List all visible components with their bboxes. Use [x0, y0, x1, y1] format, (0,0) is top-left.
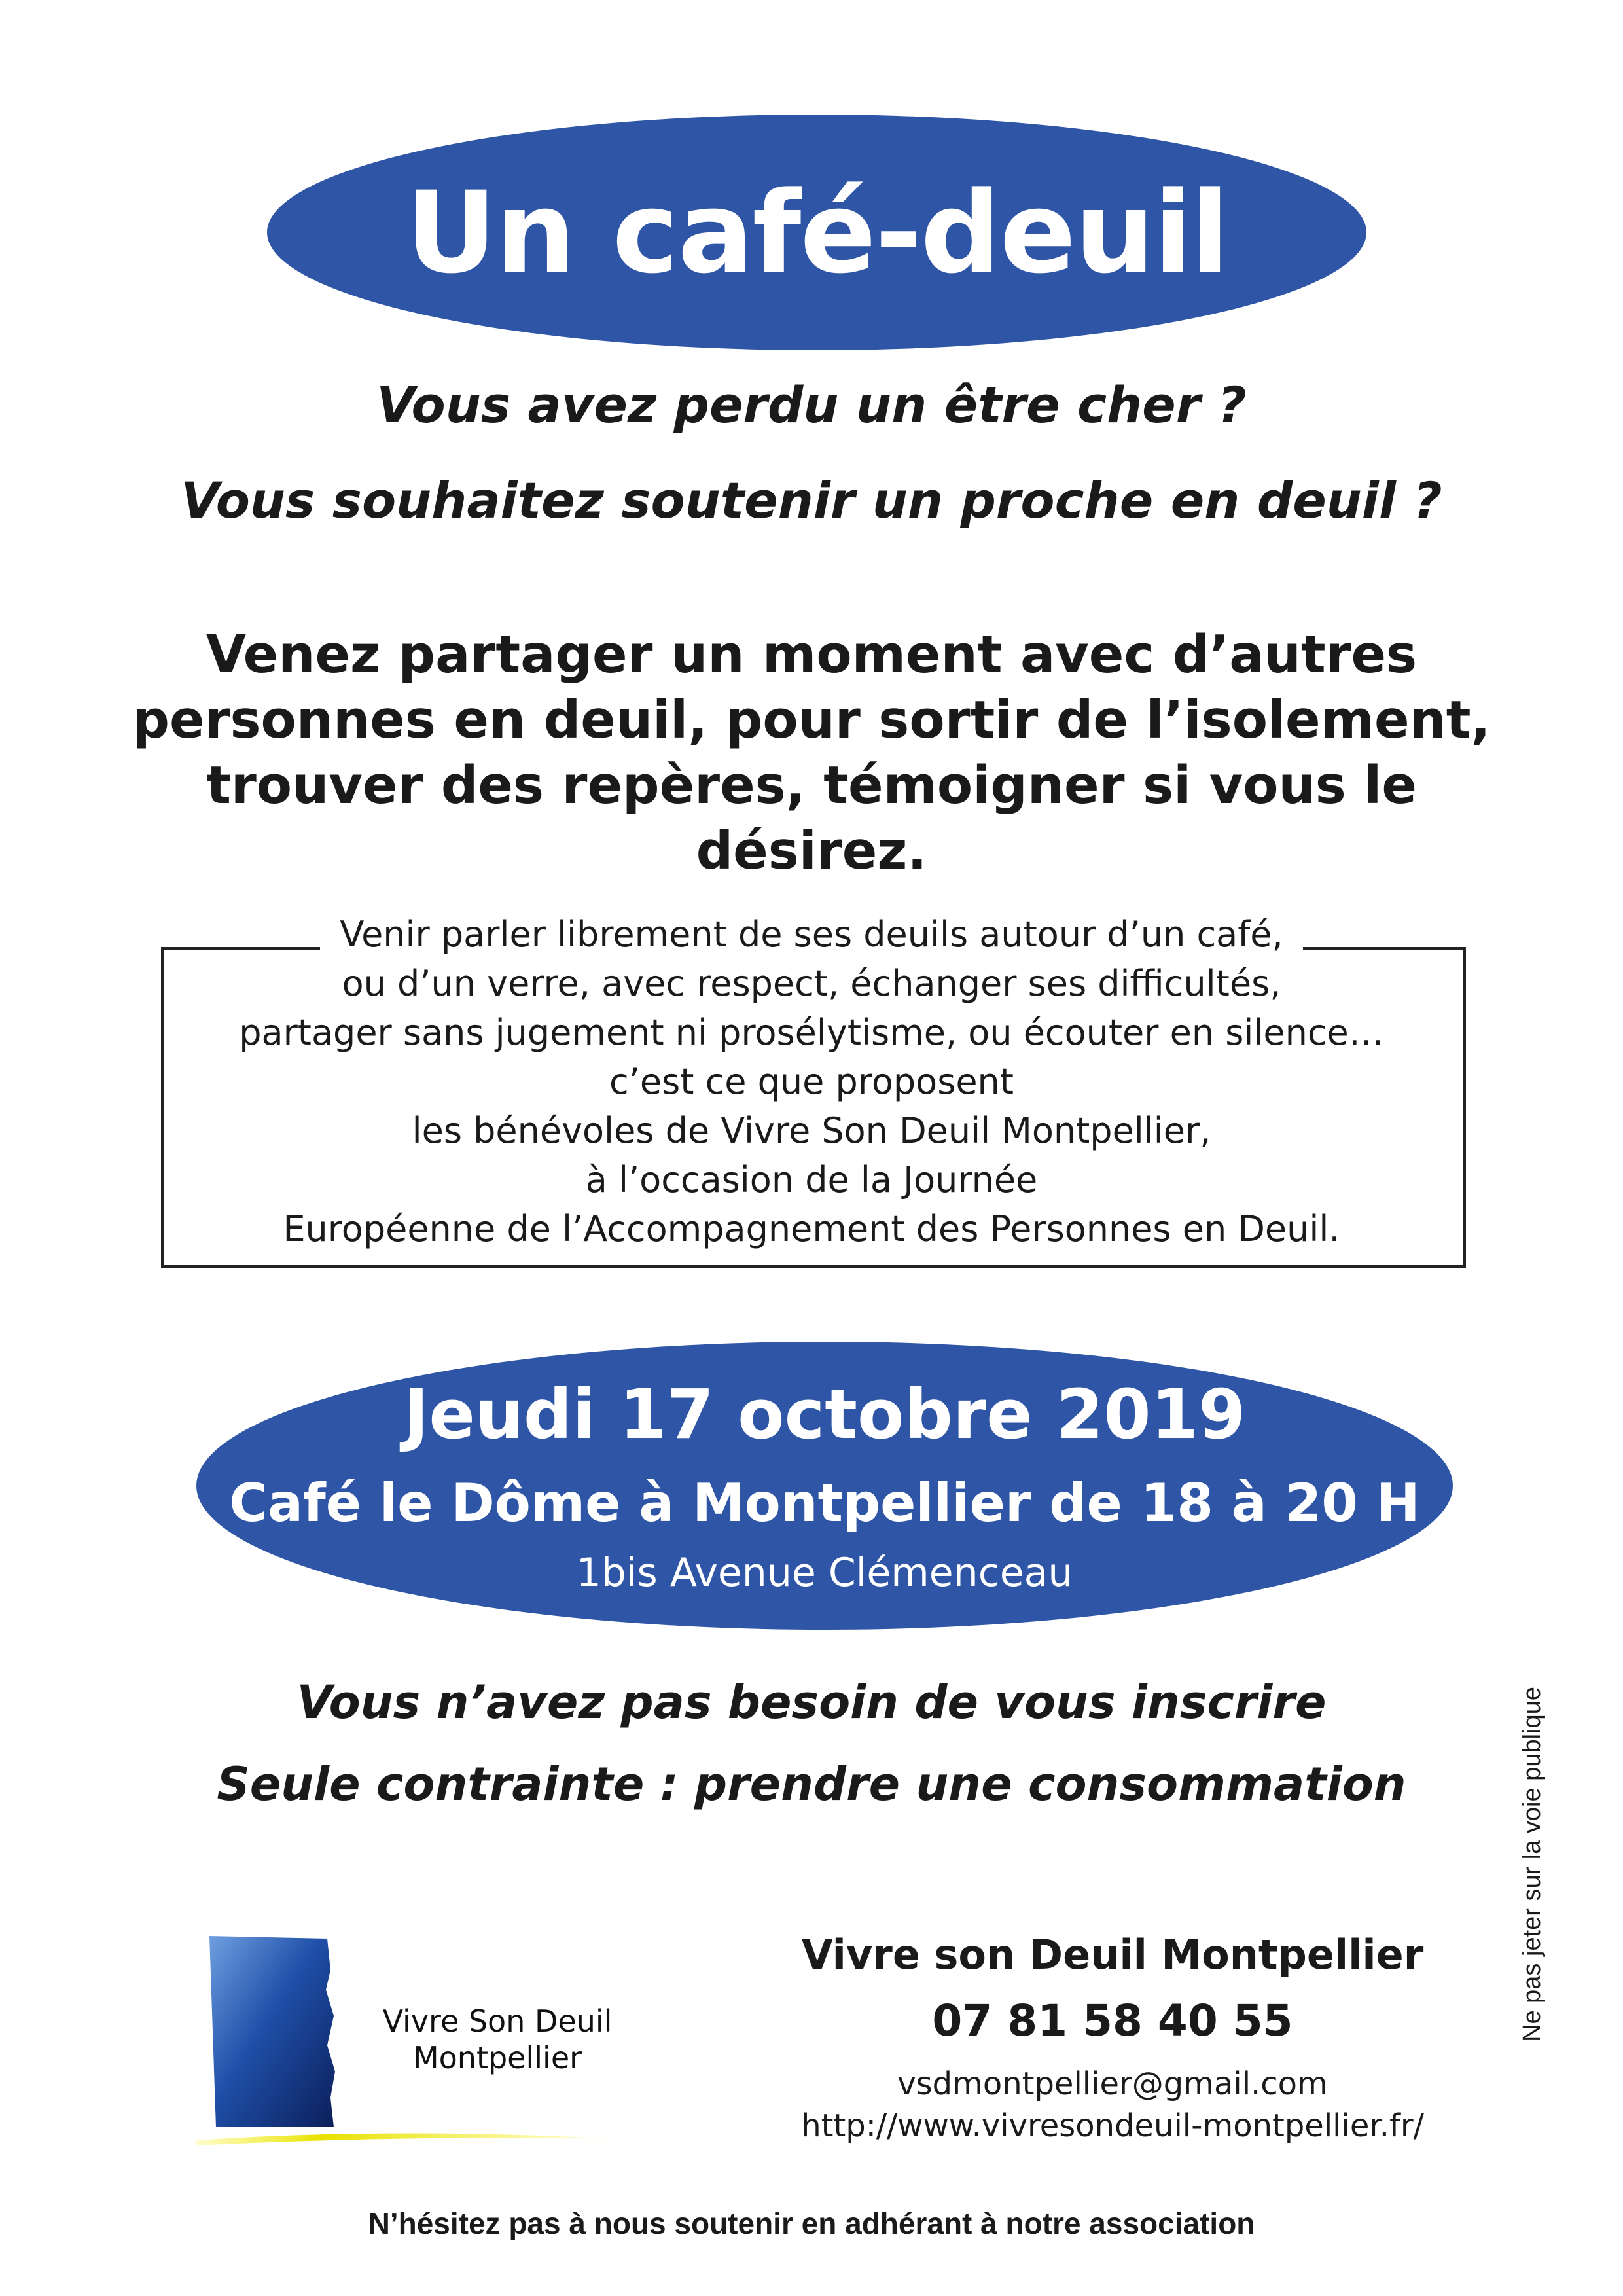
contact-block	[720, 1931, 1505, 2144]
contact-phone: 07 81 58 40 55	[932, 1996, 1293, 2046]
footer-text: N’hésitez pas à nous soutenir en adhérant à notre association	[368, 2206, 1255, 2240]
event-banner	[196, 1342, 1453, 1630]
question-2: Vous souhaitez soutenir un proche en deuil ?	[181, 471, 1442, 529]
invite-paragraph	[131, 622, 1492, 884]
contact-email[interactable]: vsdmontpellier@gmail.com	[897, 2066, 1328, 2102]
logo-line: Vivre Son Deuil	[382, 2003, 613, 2039]
page-title: Un café-deuil	[405, 166, 1228, 298]
invite-line: personnes en deuil, pour sortir de l’isolement,	[132, 690, 1491, 750]
description-text	[196, 910, 1427, 1253]
logo-line: Montpellier	[412, 2040, 582, 2075]
description-line: les bénévoles de Vivre Son Deuil Montpellier,	[412, 1110, 1211, 1151]
invite-line: trouver des repères, témoigner si vous le désirez.	[206, 755, 1417, 881]
logo-book-icon	[209, 1936, 335, 2127]
contact-website[interactable]: http://www.vivresondeuil-montpellier.fr/	[801, 2108, 1424, 2144]
description-line: à l’occasion de la Journée	[585, 1159, 1038, 1200]
event-place: Café le Dôme à Montpellier de 18 à 20 H	[229, 1473, 1420, 1534]
note-constraint: Seule contrainte : prendre une consommation	[217, 1757, 1406, 1811]
event-date: Jeudi 17 octobre 2019	[403, 1374, 1246, 1454]
description-line: Venir parler librement de ses deuils autour d’un café,	[320, 910, 1302, 959]
event-address: 1bis Avenue Clémenceau	[576, 1550, 1073, 1596]
description-line: ou d’un verre, avec respect, échanger ses difficultés,	[342, 963, 1281, 1004]
invite-line: Venez partager un moment avec d’autres	[205, 624, 1418, 685]
note-registration: Vous n’avez pas besoin de vous inscrire	[296, 1676, 1327, 1729]
logo-text	[366, 2003, 628, 2076]
title-banner	[267, 115, 1366, 350]
question-1: Vous avez perdu un être cher ?	[376, 376, 1247, 434]
description-line: partager sans jugement ni prosélytisme, ou écouter en silence…	[239, 1012, 1384, 1053]
description-line: Européenne de l’Accompagnement des Personnes en Deuil.	[283, 1208, 1340, 1249]
logo-swoosh-icon	[196, 2133, 615, 2145]
contact-name: Vivre son Deuil Montpellier	[801, 1931, 1424, 1979]
description-line: c’est ce que proposent	[609, 1061, 1014, 1102]
side-notice: Ne pas jeter sur la voie publique	[1518, 1687, 1546, 2042]
